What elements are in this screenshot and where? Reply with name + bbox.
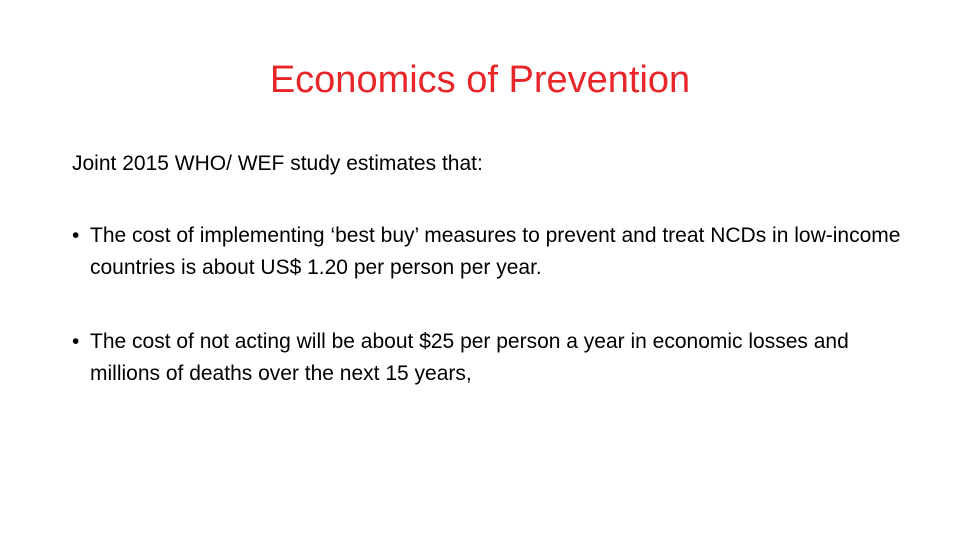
bullet-dot-icon: • <box>72 330 80 353</box>
intro-text: Joint 2015 WHO/ WEF study estimates that: <box>72 152 483 175</box>
bullet-text: The cost of implementing ‘best buy’ measures to prevent and treat NCDs in low-income countries is about US$ 1.20 per person per year. <box>90 224 901 279</box>
bullet-item <box>72 326 912 390</box>
slide-body <box>72 148 912 432</box>
bullet-list <box>72 220 912 390</box>
bullet-item <box>72 220 912 284</box>
bullet-dot-icon: • <box>72 224 80 247</box>
bullet-text: The cost of not acting will be about $25 per person a year in economic losses and millions of deaths over the next 15 years, <box>90 330 849 385</box>
slide-title: Economics of Prevention <box>269 59 691 101</box>
